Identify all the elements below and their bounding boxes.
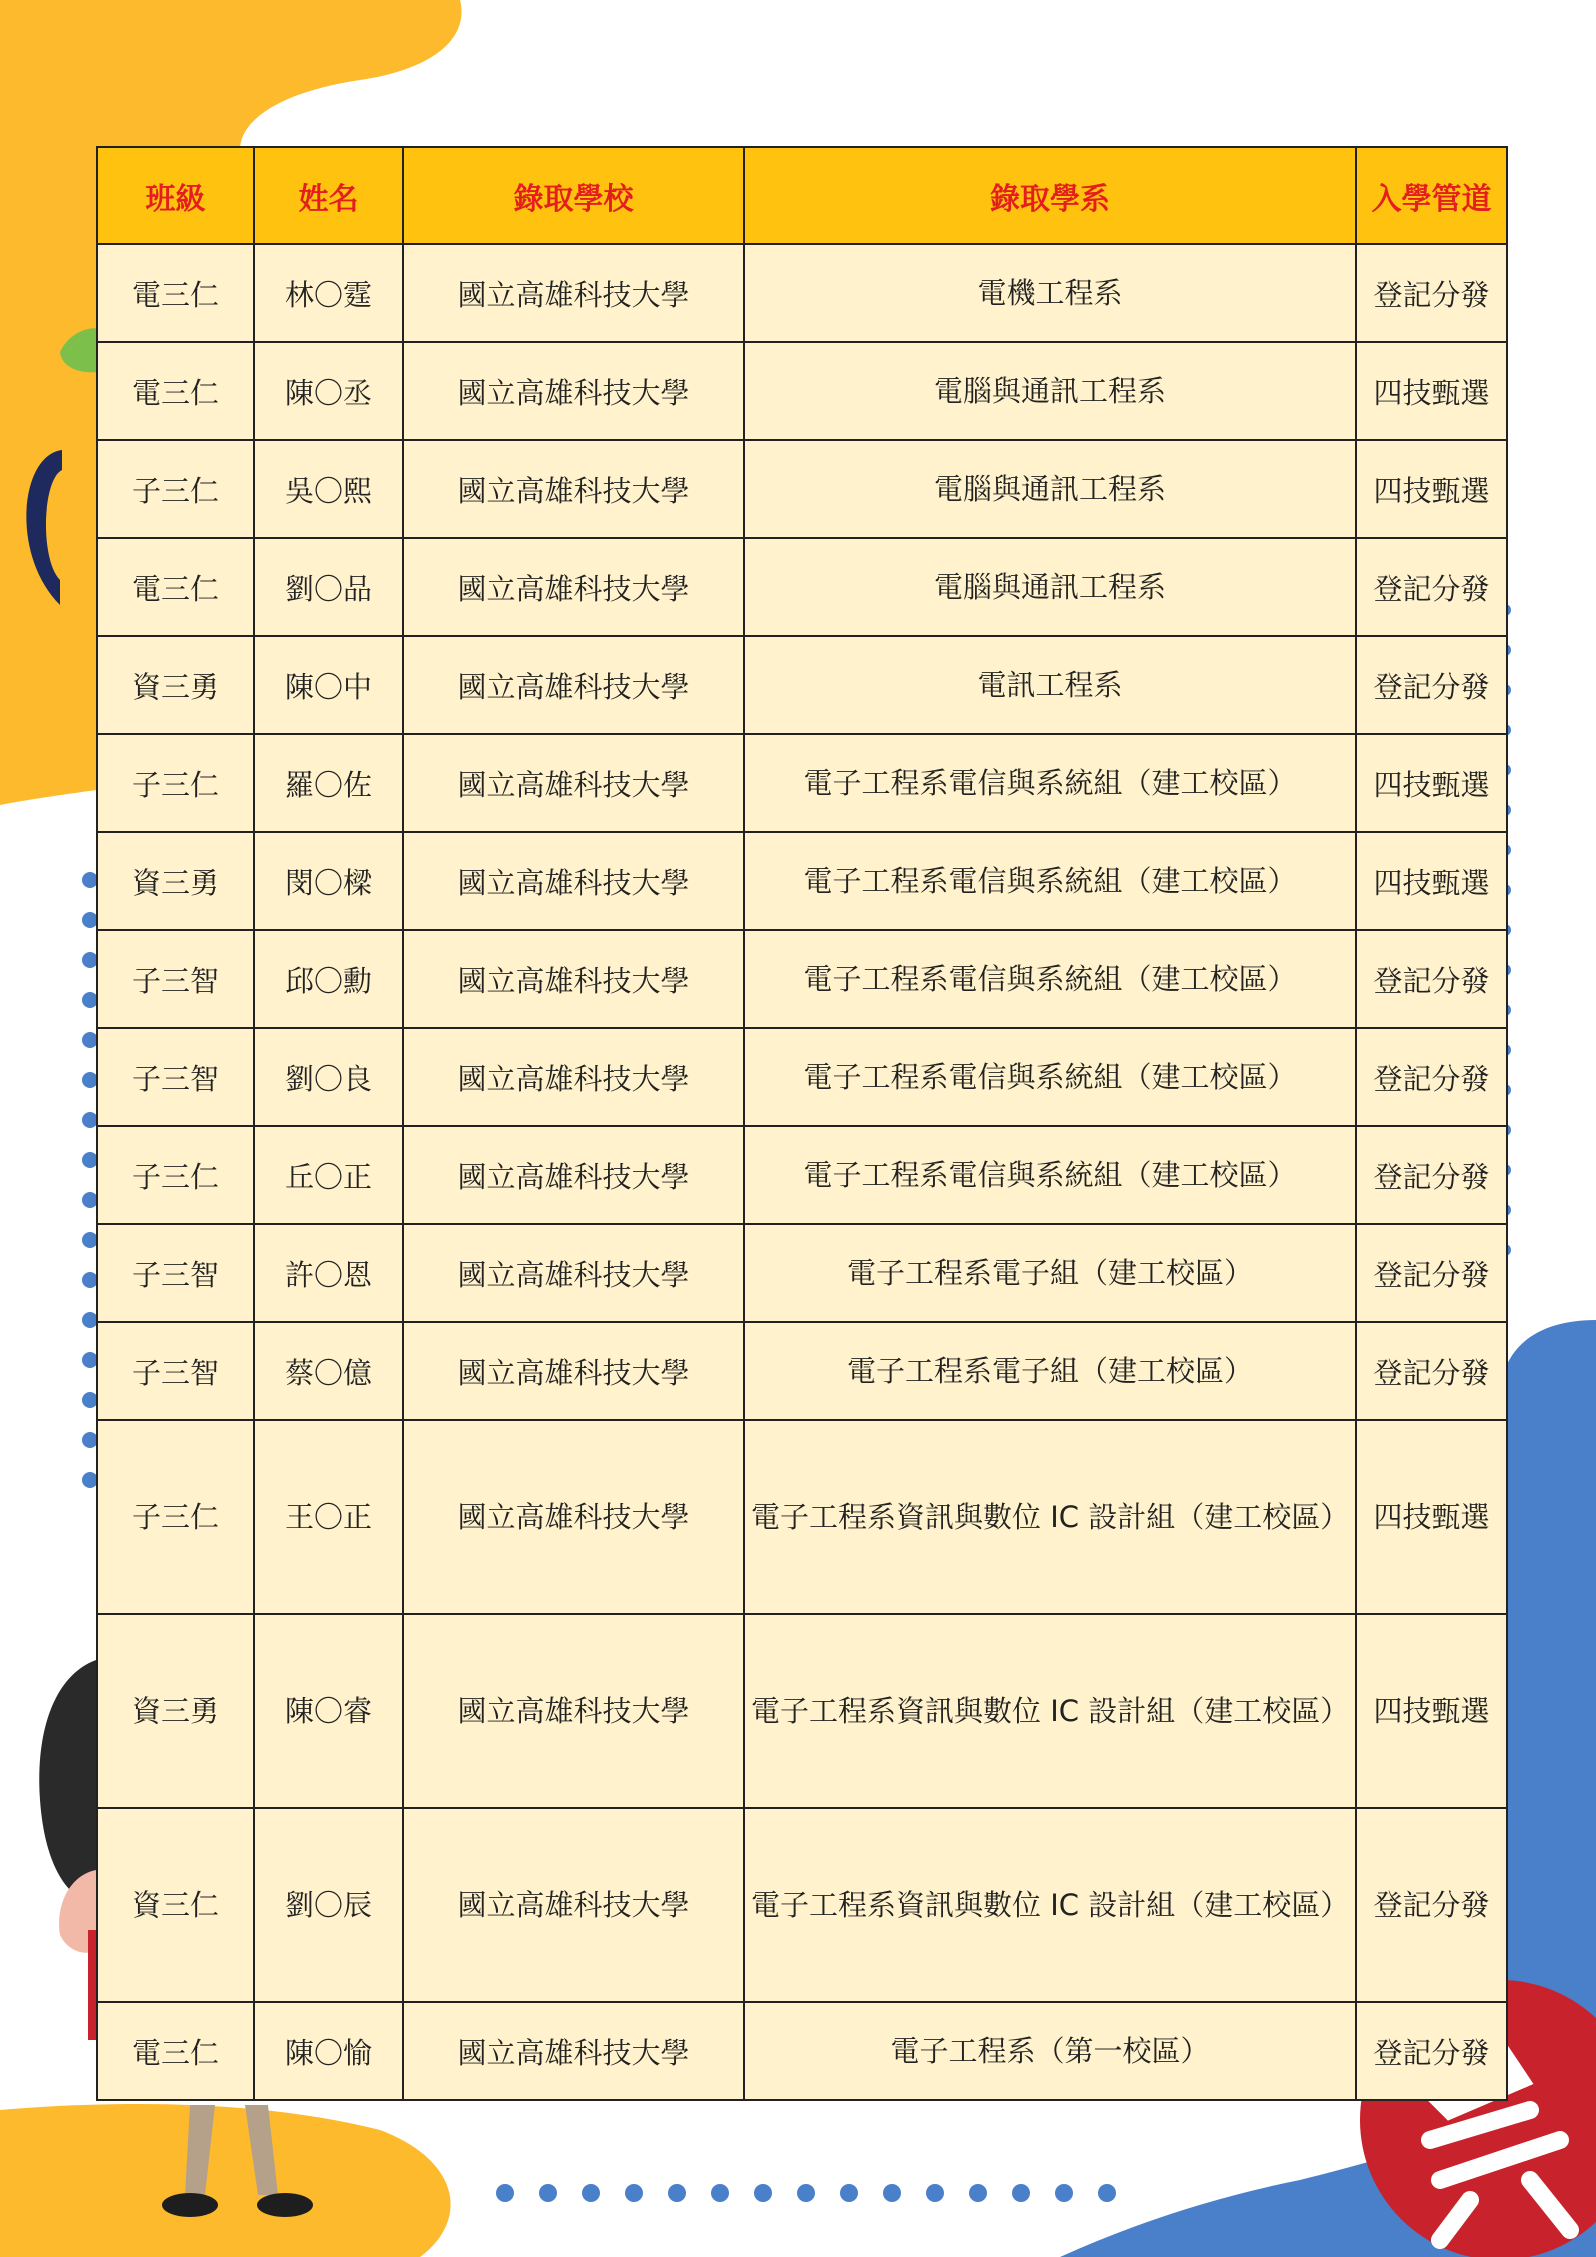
figure-sleeve	[88, 1930, 96, 2040]
cell-class: 資三勇	[97, 636, 254, 734]
cell-department: 電子工程系電子組（建工校區）	[744, 1224, 1356, 1322]
table-row	[97, 636, 1507, 734]
cell-department: 電子工程系資訊與數位 IC 設計組（建工校區）	[744, 1420, 1356, 1614]
cell-school: 國立高雄科技大學	[403, 1126, 744, 1224]
cell-name: 陳〇中	[254, 636, 403, 734]
cell-name: 閔〇樑	[254, 832, 403, 930]
cell-name: 王〇正	[254, 1420, 403, 1614]
cell-department: 電腦與通訊工程系	[744, 342, 1356, 440]
table-row	[97, 342, 1507, 440]
table-row	[97, 1224, 1507, 1322]
cell-route: 四技甄選	[1356, 342, 1507, 440]
cell-school: 國立高雄科技大學	[403, 636, 744, 734]
cell-school: 國立高雄科技大學	[403, 342, 744, 440]
cell-name: 陳〇睿	[254, 1614, 403, 1808]
admissions-table	[96, 146, 1508, 2101]
cell-route: 四技甄選	[1356, 1614, 1507, 1808]
cell-school: 國立高雄科技大學	[403, 440, 744, 538]
table-row	[97, 1028, 1507, 1126]
cell-department: 電機工程系	[744, 244, 1356, 342]
header-class: 班級	[97, 147, 254, 244]
cell-school: 國立高雄科技大學	[403, 1224, 744, 1322]
cell-name: 陳〇丞	[254, 342, 403, 440]
cell-class: 子三仁	[97, 1420, 254, 1614]
table-row	[97, 2002, 1507, 2100]
cell-school: 國立高雄科技大學	[403, 1420, 744, 1614]
cell-class: 子三智	[97, 930, 254, 1028]
cell-department: 電腦與通訊工程系	[744, 440, 1356, 538]
header-name: 姓名	[254, 147, 403, 244]
cell-school: 國立高雄科技大學	[403, 734, 744, 832]
cell-name: 蔡〇億	[254, 1322, 403, 1420]
cell-class: 電三仁	[97, 244, 254, 342]
figure-shoe-right	[257, 2193, 313, 2217]
cell-department: 電訊工程系	[744, 636, 1356, 734]
figure-hair	[39, 1660, 96, 1905]
cell-school: 國立高雄科技大學	[403, 1808, 744, 2002]
cell-route: 登記分發	[1356, 538, 1507, 636]
cell-class: 資三勇	[97, 1614, 254, 1808]
cell-route: 登記分發	[1356, 636, 1507, 734]
cell-department: 電子工程系電信與系統組（建工校區）	[744, 1028, 1356, 1126]
table-row	[97, 734, 1507, 832]
header-school: 錄取學校	[403, 147, 744, 244]
cell-route: 登記分發	[1356, 2002, 1507, 2100]
cell-name: 邱〇勳	[254, 930, 403, 1028]
cell-school: 國立高雄科技大學	[403, 244, 744, 342]
table-row	[97, 440, 1507, 538]
cell-route: 登記分發	[1356, 1126, 1507, 1224]
table-row	[97, 930, 1507, 1028]
cell-department: 電子工程系電信與系統組（建工校區）	[744, 930, 1356, 1028]
cell-department: 電子工程系資訊與數位 IC 設計組（建工校區）	[744, 1614, 1356, 1808]
cell-class: 電三仁	[97, 342, 254, 440]
table-row	[97, 1126, 1507, 1224]
cell-route: 四技甄選	[1356, 440, 1507, 538]
cell-route: 登記分發	[1356, 244, 1507, 342]
cell-school: 國立高雄科技大學	[403, 832, 744, 930]
table-row	[97, 1614, 1507, 1808]
table-row	[97, 1322, 1507, 1420]
bottom-dot-row	[496, 2184, 1116, 2202]
cell-department: 電子工程系（第一校區）	[744, 2002, 1356, 2100]
cell-class: 資三勇	[97, 832, 254, 930]
cell-class: 子三仁	[97, 1126, 254, 1224]
cell-school: 國立高雄科技大學	[403, 930, 744, 1028]
cell-department: 電子工程系電信與系統組（建工校區）	[744, 734, 1356, 832]
cell-school: 國立高雄科技大學	[403, 538, 744, 636]
cell-school: 國立高雄科技大學	[403, 1028, 744, 1126]
cell-class: 電三仁	[97, 538, 254, 636]
cell-department: 電子工程系資訊與數位 IC 設計組（建工校區）	[744, 1808, 1356, 2002]
cell-name: 丘〇正	[254, 1126, 403, 1224]
admissions-table-container	[96, 146, 1506, 2101]
cell-route: 四技甄選	[1356, 1420, 1507, 1614]
cell-class: 電三仁	[97, 2002, 254, 2100]
cell-class: 資三仁	[97, 1808, 254, 2002]
cell-name: 林〇霆	[254, 244, 403, 342]
table-row	[97, 244, 1507, 342]
cell-route: 登記分發	[1356, 1028, 1507, 1126]
yellow-blob-bottom	[0, 2104, 451, 2257]
cell-department: 電子工程系電信與系統組（建工校區）	[744, 832, 1356, 930]
cell-name: 劉〇品	[254, 538, 403, 636]
table-row	[97, 538, 1507, 636]
cell-school: 國立高雄科技大學	[403, 1322, 744, 1420]
cell-route: 登記分發	[1356, 1808, 1507, 2002]
cell-department: 電腦與通訊工程系	[744, 538, 1356, 636]
cell-name: 劉〇辰	[254, 1808, 403, 2002]
cell-class: 子三智	[97, 1322, 254, 1420]
cell-name: 吳〇熙	[254, 440, 403, 538]
cell-name: 許〇恩	[254, 1224, 403, 1322]
cell-route: 四技甄選	[1356, 734, 1507, 832]
cell-department: 電子工程系電子組（建工校區）	[744, 1322, 1356, 1420]
cell-school: 國立高雄科技大學	[403, 1614, 744, 1808]
cell-name: 羅〇佐	[254, 734, 403, 832]
cell-class: 子三智	[97, 1028, 254, 1126]
yellow-dot	[60, 412, 72, 424]
cell-class: 子三智	[97, 1224, 254, 1322]
figure-shoe-left	[162, 2193, 218, 2217]
table-row	[97, 832, 1507, 930]
table-row	[97, 1420, 1507, 1614]
cell-route: 登記分發	[1356, 1322, 1507, 1420]
table-header-row	[97, 147, 1507, 244]
cell-school: 國立高雄科技大學	[403, 2002, 744, 2100]
cell-department: 電子工程系電信與系統組（建工校區）	[744, 1126, 1356, 1224]
cell-name: 陳〇愉	[254, 2002, 403, 2100]
cell-route: 登記分發	[1356, 930, 1507, 1028]
table-row	[97, 1808, 1507, 2002]
header-department: 錄取學系	[744, 147, 1356, 244]
cell-name: 劉〇良	[254, 1028, 403, 1126]
cell-class: 子三仁	[97, 440, 254, 538]
cell-route: 四技甄選	[1356, 832, 1507, 930]
cell-route: 登記分發	[1356, 1224, 1507, 1322]
header-admission-route: 入學管道	[1356, 147, 1507, 244]
cell-class: 子三仁	[97, 734, 254, 832]
